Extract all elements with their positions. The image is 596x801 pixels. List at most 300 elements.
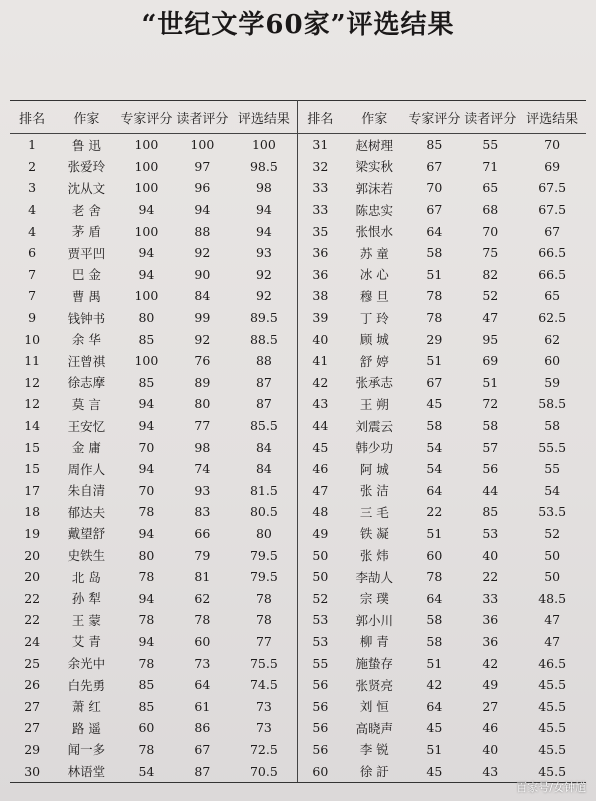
left-rank-cell: 17 [24,482,41,498]
left-expert-score-cell: 85 [138,331,155,347]
right-rank-cell: 60 [298,760,342,782]
left-reader-score-cell: 81 [194,569,211,585]
right-reader-score-cell: 49 [482,677,499,693]
right-result-cell: 66.5 [538,266,567,282]
left-rank-cell: 1 [28,137,37,153]
right-reader-score-cell: 58 [482,418,499,434]
left-author-cell: 钱钟书 [67,310,106,326]
left-expert-score-cell: 78 [138,741,155,757]
right-result-cell: 67.5 [538,202,567,218]
left-rank-cell: 24 [24,633,41,649]
right-rank-cell: 36 [312,245,329,261]
right-reader-score-cell: 40 [482,547,499,563]
right-author-cell: 丁 玲 [359,310,389,326]
left-reader-score-cell: 79 [194,547,211,563]
left-rank-cell: 25 [24,655,41,671]
left-result-cell: 87 [230,393,298,415]
right-reader-score-cell: 42 [482,655,499,671]
right-author-cell: 徐 訏 [342,760,406,782]
right-rank-cell: 45 [312,439,329,455]
left-author-cell: 王安忆 [67,418,106,434]
table-row [10,372,586,394]
right-rank-cell: 52 [312,590,329,606]
left-result-cell: 89.5 [230,307,298,329]
left-author-cell: 曹 禺 [71,288,101,304]
right-result-cell: 54 [544,482,561,498]
left-reader-score-cell: 99 [194,310,211,326]
left-expert-score-cell: 94 [138,461,155,477]
left-result-cell: 94 [230,199,298,221]
right-author-cell: 顾 城 [359,332,389,348]
right-expert-score-cell: 22 [426,504,443,520]
left-rank-cell: 27 [24,698,41,714]
left-reader-score-cell: 90 [194,266,211,282]
right-expert-score-cell: 29 [426,331,443,347]
right-expert-score-cell: 64 [426,698,443,714]
left-reader-score-cell: 77 [194,418,211,434]
left-rank-cell: 2 [28,158,37,174]
left-expert-score-cell: 100 [134,180,159,196]
right-reader-score-cell: 56 [482,461,499,477]
left-author-cell: 余 华 [71,332,101,348]
left-result-cell: 78 [230,609,298,631]
table-row [10,134,586,156]
left-result-cell: 73 [230,717,298,739]
left-expert-score-cell: 78 [138,612,155,628]
right-expert-score-cell: 51 [426,525,443,541]
right-result-cell: 47 [544,612,561,628]
left-author-cell: 王 蒙 [71,612,101,628]
left-author-cell: 孙 犁 [71,591,101,607]
right-reader-score-cell: 82 [482,266,499,282]
results-table [10,100,586,783]
left-result-cell: 72.5 [230,739,298,761]
right-author-cell: 刘震云 [355,418,394,434]
left-result-cell: 85.5 [230,415,298,437]
table-row [10,587,586,609]
right-expert-score-cell: 42 [426,677,443,693]
left-expert-score-cell: 94 [138,396,155,412]
right-rank-cell: 50 [312,569,329,585]
left-reader-score-cell: 60 [194,633,211,649]
right-author-cell: 赵树理 [355,137,394,153]
left-rank-cell: 29 [24,741,41,757]
left-reader-score-cell: 94 [194,202,211,218]
right-rank-cell: 40 [312,331,329,347]
right-reader-score-cell: 36 [482,612,499,628]
right-reader-score-cell: 44 [482,482,499,498]
right-reader-score-cell: 85 [482,504,499,520]
right-rank-cell: 31 [312,137,329,153]
left-author-cell: 朱自清 [67,483,106,499]
table-row [10,393,586,415]
right-rank-cell: 33 [312,202,329,218]
right-result-cell: 58 [544,418,561,434]
left-expert-score-cell: 54 [118,760,174,782]
right-author-cell: 张 洁 [359,483,389,499]
right-reader-score-cell: 27 [482,698,499,714]
right-author-cell: 张承志 [355,375,394,391]
left-expert-score-cell: 100 [134,353,159,369]
left-reader-score-cell: 92 [194,245,211,261]
table-row [10,652,586,674]
table-row [10,415,586,437]
left-rank-cell: 6 [28,245,37,261]
right-author-cell: 刘 恒 [359,699,389,715]
table-row [10,544,586,566]
left-rank-cell: 7 [28,288,37,304]
right-result-cell: 45.5 [518,760,586,782]
right-expert-score-cell: 45 [426,720,443,736]
left-result-cell: 88.5 [230,328,298,350]
right-rank-cell: 48 [312,504,329,520]
right-rank-cell: 56 [312,741,329,757]
left-author-cell: 徐志摩 [67,375,106,391]
right-result-cell: 62 [544,331,561,347]
header-result: 评选结果 [518,101,586,134]
left-result-cell: 84 [230,436,298,458]
table-row [10,264,586,286]
right-reader-score-cell: 36 [482,633,499,649]
left-result-cell: 78 [230,587,298,609]
right-author-cell: 韩少功 [355,440,394,456]
right-result-cell: 45.5 [538,677,567,693]
right-rank-cell: 33 [312,180,329,196]
left-rank-cell: 10 [24,331,41,347]
right-result-cell: 70 [544,137,561,153]
right-result-cell: 67 [544,223,561,239]
left-expert-score-cell: 85 [138,677,155,693]
right-author-cell: 梁实秋 [355,159,394,175]
left-expert-score-cell: 60 [138,720,155,736]
left-result-cell: 98 [230,177,298,199]
right-rank-cell: 55 [312,655,329,671]
header-author: 作家 [54,101,118,134]
left-expert-score-cell: 94 [138,202,155,218]
left-reader-score-cell: 100 [190,137,215,153]
header-author: 作家 [342,101,406,134]
table-row [10,350,586,372]
table-row [10,328,586,350]
left-rank-cell: 27 [24,720,41,736]
left-reader-score-cell: 73 [194,655,211,671]
right-expert-score-cell: 85 [426,137,443,153]
left-result-cell: 70.5 [230,760,298,782]
table-row [10,199,586,221]
right-expert-score-cell: 67 [426,158,443,174]
left-rank-cell: 15 [24,439,41,455]
left-rank-cell: 7 [28,266,37,282]
left-rank-cell: 12 [24,396,41,412]
left-rank-cell: 15 [24,461,41,477]
left-rank-cell: 4 [28,202,37,218]
right-author-cell: 陈忠实 [355,202,394,218]
left-result-cell: 77 [230,631,298,653]
right-author-cell: 穆 旦 [359,288,389,304]
right-expert-score-cell: 51 [426,353,443,369]
left-expert-score-cell: 80 [138,547,155,563]
right-rank-cell: 38 [312,288,329,304]
right-rank-cell: 47 [312,482,329,498]
left-reader-score-cell: 97 [194,158,211,174]
left-reader-score-cell: 87 [174,760,230,782]
table-body [10,134,586,783]
table-row [10,156,586,178]
right-expert-score-cell: 70 [426,180,443,196]
right-expert-score-cell: 58 [426,633,443,649]
right-reader-score-cell: 22 [482,569,499,585]
right-reader-score-cell: 65 [482,180,499,196]
left-reader-score-cell: 84 [194,288,211,304]
right-result-cell: 52 [544,525,561,541]
right-result-cell: 46.5 [538,655,567,671]
right-reader-score-cell: 69 [482,353,499,369]
left-expert-score-cell: 94 [138,633,155,649]
table-row [10,242,586,264]
right-reader-score-cell: 53 [482,525,499,541]
left-rank-cell: 20 [24,547,41,563]
right-result-cell: 48.5 [538,590,567,606]
left-reader-score-cell: 61 [194,698,211,714]
left-author-cell: 沈从文 [67,180,106,196]
left-expert-score-cell: 80 [138,310,155,326]
table-row [10,631,586,653]
right-result-cell: 53.5 [538,504,567,520]
right-rank-cell: 35 [312,223,329,239]
right-author-cell: 郭小川 [355,612,394,628]
right-expert-score-cell: 51 [426,266,443,282]
right-rank-cell: 44 [312,418,329,434]
header-expert-score: 专家评分 [118,101,174,134]
table-row [10,220,586,242]
right-expert-score-cell: 60 [426,547,443,563]
right-result-cell: 65 [544,288,561,304]
right-result-cell: 45.5 [538,720,567,736]
right-author-cell: 施蛰存 [355,656,394,672]
right-result-cell: 50 [544,569,561,585]
right-expert-score-cell: 51 [426,741,443,757]
table-row [10,760,586,782]
left-result-cell: 75.5 [230,652,298,674]
left-result-cell: 80 [230,523,298,545]
right-author-cell: 舒 婷 [359,353,389,369]
left-reader-score-cell: 64 [194,677,211,693]
left-expert-score-cell: 78 [138,569,155,585]
left-reader-score-cell: 96 [194,180,211,196]
left-rank-cell: 14 [24,418,41,434]
right-reader-score-cell: 72 [482,396,499,412]
left-reader-score-cell: 78 [194,612,211,628]
left-rank-cell: 18 [24,504,41,520]
left-expert-score-cell: 78 [138,655,155,671]
right-result-cell: 55.5 [538,439,567,455]
header-row [10,101,586,134]
right-expert-score-cell: 54 [426,439,443,455]
left-expert-score-cell: 94 [138,525,155,541]
right-expert-score-cell: 67 [426,374,443,390]
left-rank-cell: 26 [24,677,41,693]
left-result-cell: 100 [230,134,298,156]
right-rank-cell: 43 [312,396,329,412]
left-result-cell: 94 [230,220,298,242]
right-reader-score-cell: 75 [482,245,499,261]
right-result-cell: 60 [544,353,561,369]
table-row [10,480,586,502]
right-result-cell: 69 [544,158,561,174]
table-row [10,609,586,631]
right-expert-score-cell: 78 [426,569,443,585]
right-result-cell: 66.5 [538,245,567,261]
left-expert-score-cell: 85 [138,698,155,714]
right-expert-score-cell: 64 [426,482,443,498]
table-row [10,695,586,717]
right-rank-cell: 41 [312,353,329,369]
right-author-cell: 苏 童 [359,245,389,261]
right-reader-score-cell: 40 [482,741,499,757]
left-result-cell: 81.5 [230,480,298,502]
left-expert-score-cell: 100 [134,137,159,153]
left-reader-score-cell: 88 [194,223,211,239]
left-result-cell: 74.5 [230,674,298,696]
left-rank-cell: 30 [10,760,54,782]
left-expert-score-cell: 78 [138,504,155,520]
left-author-cell: 艾 青 [71,634,101,650]
left-author-cell: 贾平凹 [67,245,106,261]
left-result-cell: 88 [230,350,298,372]
watermark: 百家号/女钟馗 [516,781,586,794]
left-author-cell: 戴望舒 [67,526,106,542]
right-result-cell: 50 [544,547,561,563]
right-expert-score-cell: 78 [426,310,443,326]
table-row [10,523,586,545]
page-title: “世纪文学60家”评选结果 [141,10,455,40]
right-reader-score-cell: 55 [482,137,499,153]
left-author-cell: 莫 言 [71,396,101,412]
right-author-cell: 宗 璞 [359,591,389,607]
right-expert-score-cell: 58 [426,612,443,628]
left-author-cell: 汪曾祺 [67,353,106,369]
left-author-cell: 张爱玲 [67,159,106,175]
header-expert-score: 专家评分 [406,101,462,134]
right-reader-score-cell: 95 [482,331,499,347]
table-row [10,307,586,329]
right-reader-score-cell: 68 [482,202,499,218]
left-expert-score-cell: 100 [134,158,159,174]
right-reader-score-cell: 70 [482,223,499,239]
left-author-cell: 金 庸 [71,440,101,456]
table-row [10,436,586,458]
left-reader-score-cell: 66 [194,525,211,541]
right-rank-cell: 49 [312,525,329,541]
left-expert-score-cell: 94 [138,418,155,434]
left-author-cell: 余光中 [67,656,106,672]
left-reader-score-cell: 93 [194,482,211,498]
right-author-cell: 三 毛 [359,504,389,520]
left-expert-score-cell: 70 [138,439,155,455]
left-expert-score-cell: 85 [138,374,155,390]
right-author-cell: 冰 心 [359,267,389,283]
header-rank: 排名 [298,101,342,134]
right-rank-cell: 36 [312,266,329,282]
left-reader-score-cell: 62 [194,590,211,606]
left-result-cell: 93 [230,242,298,264]
right-rank-cell: 53 [312,612,329,628]
table-row [10,285,586,307]
left-rank-cell: 11 [24,353,41,369]
left-result-cell: 80.5 [230,501,298,523]
right-author-cell: 郭沫若 [355,180,394,196]
header-reader-score: 读者评分 [462,101,518,134]
header-rank: 排名 [10,101,54,134]
left-rank-cell: 3 [28,180,37,196]
left-expert-score-cell: 94 [138,266,155,282]
right-result-cell: 67.5 [538,180,567,196]
right-result-cell: 58.5 [538,396,567,412]
left-reader-score-cell: 86 [194,720,211,736]
left-expert-score-cell: 94 [138,590,155,606]
left-reader-score-cell: 76 [194,353,211,369]
table-row [10,177,586,199]
right-rank-cell: 39 [312,310,329,326]
header-result: 评选结果 [230,101,298,134]
left-result-cell: 92 [230,285,298,307]
left-expert-score-cell: 94 [138,245,155,261]
left-author-cell: 白先勇 [67,677,106,693]
left-result-cell: 98.5 [230,156,298,178]
right-author-cell: 阿 城 [359,461,389,477]
right-reader-score-cell: 57 [482,439,499,455]
left-rank-cell: 20 [24,569,41,585]
left-result-cell: 73 [230,695,298,717]
left-reader-score-cell: 98 [194,439,211,455]
left-author-cell: 巴 金 [71,267,101,283]
left-author-cell: 闻一多 [67,742,106,758]
left-reader-score-cell: 83 [194,504,211,520]
left-rank-cell: 19 [24,525,41,541]
left-reader-score-cell: 92 [194,331,211,347]
table-row [10,566,586,588]
left-result-cell: 84 [230,458,298,480]
right-author-cell: 铁 凝 [359,526,389,542]
left-author-cell: 鲁 迅 [71,137,101,153]
left-expert-score-cell: 100 [134,223,159,239]
left-author-cell: 郁达夫 [67,504,106,520]
left-result-cell: 92 [230,264,298,286]
right-reader-score-cell: 47 [482,310,499,326]
right-expert-score-cell: 45 [406,760,462,782]
left-expert-score-cell: 100 [134,288,159,304]
right-result-cell: 47 [544,633,561,649]
left-author-cell: 史铁生 [67,548,106,564]
right-expert-score-cell: 45 [426,396,443,412]
table-row [10,501,586,523]
right-author-cell: 王 朔 [359,396,389,412]
right-reader-score-cell: 52 [482,288,499,304]
right-rank-cell: 32 [312,158,329,174]
left-author-cell: 路 遥 [71,720,101,736]
right-rank-cell: 56 [312,720,329,736]
right-result-cell: 45.5 [538,698,567,714]
right-author-cell: 张 炜 [359,548,389,564]
left-rank-cell: 12 [24,374,41,390]
right-reader-score-cell: 51 [482,374,499,390]
left-rank-cell: 4 [28,223,37,239]
table-row [10,674,586,696]
right-expert-score-cell: 58 [426,245,443,261]
right-author-cell: 张贤亮 [355,677,394,693]
right-result-cell: 55 [544,461,561,477]
right-reader-score-cell: 43 [462,760,518,782]
